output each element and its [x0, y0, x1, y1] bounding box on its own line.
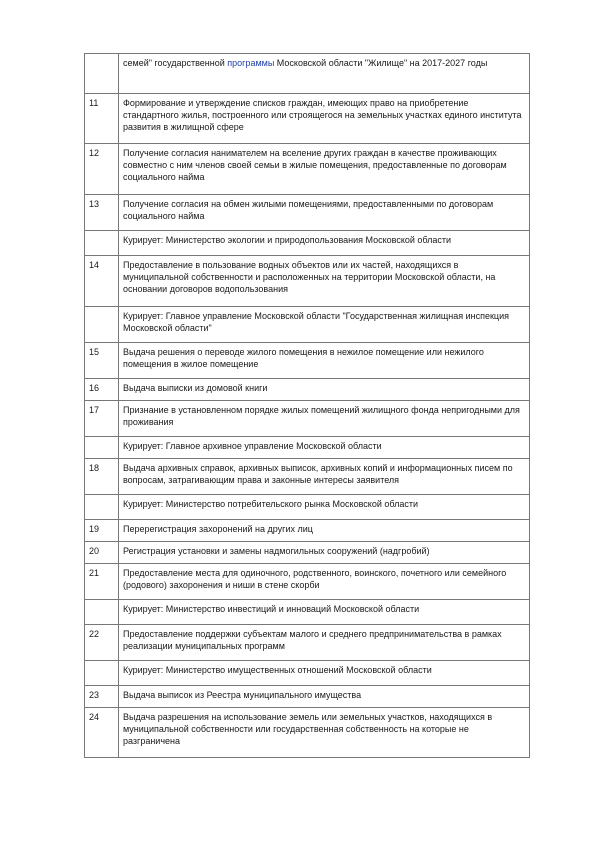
service-text: Получение согласия нанимателем на вселение других граждан в качестве проживающих совместно с ним членов своей семьи в жилые помещения, предоставленные по договорам социального найма: [119, 144, 530, 195]
service-text: Выдача архивных справок, архивных выписок, архивных копий и информационных писем по вопросам, затрагивающим права и законные интересы заявителя: [119, 459, 530, 495]
row-number: [85, 307, 119, 343]
curator-row: [85, 231, 530, 256]
text-before-link: семей" государственной: [123, 58, 228, 68]
row-number: 16: [85, 379, 119, 401]
service-text: Получение согласия на обмен жилыми помещениями, предоставленными по договорам социального найма: [119, 195, 530, 231]
service-row: [85, 343, 530, 379]
service-row: [85, 564, 530, 600]
program-link[interactable]: программы: [227, 58, 275, 68]
row-number: 20: [85, 542, 119, 564]
service-text: Выдача выписок из Реестра муниципального имущества: [119, 686, 530, 708]
service-row: [85, 195, 530, 231]
curator-text: Курирует: Министерство инвестиций и инноваций Московской области: [119, 600, 530, 625]
row-number: [85, 231, 119, 256]
row-number: 19: [85, 520, 119, 542]
row-number: 22: [85, 625, 119, 661]
row-number: 11: [85, 94, 119, 144]
curator-text: Курирует: Министерство имущественных отношений Московской области: [119, 661, 530, 686]
service-row-continued: [85, 54, 530, 94]
row-number: [85, 495, 119, 520]
row-number: 14: [85, 256, 119, 307]
service-text: Формирование и утверждение списков граждан, имеющих право на приобретение стандартного жилья, построенного или строящегося на земельных участках единого института развития в жилищной сфере: [119, 94, 530, 144]
curator-text: Курирует: Главное управление Московской области "Государственная жилищная инспекция Московской области": [119, 307, 530, 343]
row-number: 12: [85, 144, 119, 195]
row-number: 23: [85, 686, 119, 708]
service-text: Предоставление поддержки субъектам малого и среднего предпринимательства в рамках реализации муниципальных программ: [119, 625, 530, 661]
curator-text: Курирует: Министерство потребительского рынка Московской области: [119, 495, 530, 520]
curator-text: Курирует: Министерство экологии и природопользования Московской области: [119, 231, 530, 256]
row-number: [85, 661, 119, 686]
row-number: 17: [85, 401, 119, 437]
services-table-body: [85, 54, 530, 758]
service-row: [85, 401, 530, 437]
row-number: 13: [85, 195, 119, 231]
service-row: [85, 625, 530, 661]
text-after-link: Московской области "Жилище" на 2017-2027 годы: [274, 58, 488, 68]
row-number: [85, 54, 119, 94]
service-row: [85, 520, 530, 542]
curator-row: [85, 600, 530, 625]
curator-row: [85, 307, 530, 343]
services-table: [84, 53, 530, 758]
service-text: Выдача разрешения на использование земель или земельных участков, находящихся в муниципальной собственности или государственная собственность на которые не разграничена: [119, 708, 530, 758]
service-row: [85, 708, 530, 758]
curator-row: [85, 437, 530, 459]
row-number: 21: [85, 564, 119, 600]
curator-row: [85, 495, 530, 520]
service-text: Предоставление места для одиночного, родственного, воинского, почетного или семейного (родового) захоронения и ниши в стене скорби: [119, 564, 530, 600]
service-text: Выдача решения о переводе жилого помещения в нежилое помещение или нежилого помещения в жилое помещение: [119, 343, 530, 379]
curator-row: [85, 661, 530, 686]
service-text: Выдача выписки из домовой книги: [119, 379, 530, 401]
service-text: Перерегистрация захоронений на других лиц: [119, 520, 530, 542]
row-number: 24: [85, 708, 119, 758]
curator-text: [119, 54, 530, 94]
curator-text: Курирует: Главное архивное управление Московской области: [119, 437, 530, 459]
service-row: [85, 144, 530, 195]
service-text: Признание в установленном порядке жилых помещений жилищного фонда непригодными для проживания: [119, 401, 530, 437]
service-text: Регистрация установки и замены надмогильных сооружений (надгробий): [119, 542, 530, 564]
service-row: [85, 542, 530, 564]
row-number: 15: [85, 343, 119, 379]
service-row: [85, 94, 530, 144]
service-row: [85, 379, 530, 401]
row-number: [85, 437, 119, 459]
service-row: [85, 686, 530, 708]
service-text: Предоставление в пользование водных объектов или их частей, находящихся в муниципальной собственности и расположенных на территории Московской области, на основании договоров водопользования: [119, 256, 530, 307]
row-number: [85, 600, 119, 625]
service-row: [85, 256, 530, 307]
service-row: [85, 459, 530, 495]
row-number: 18: [85, 459, 119, 495]
